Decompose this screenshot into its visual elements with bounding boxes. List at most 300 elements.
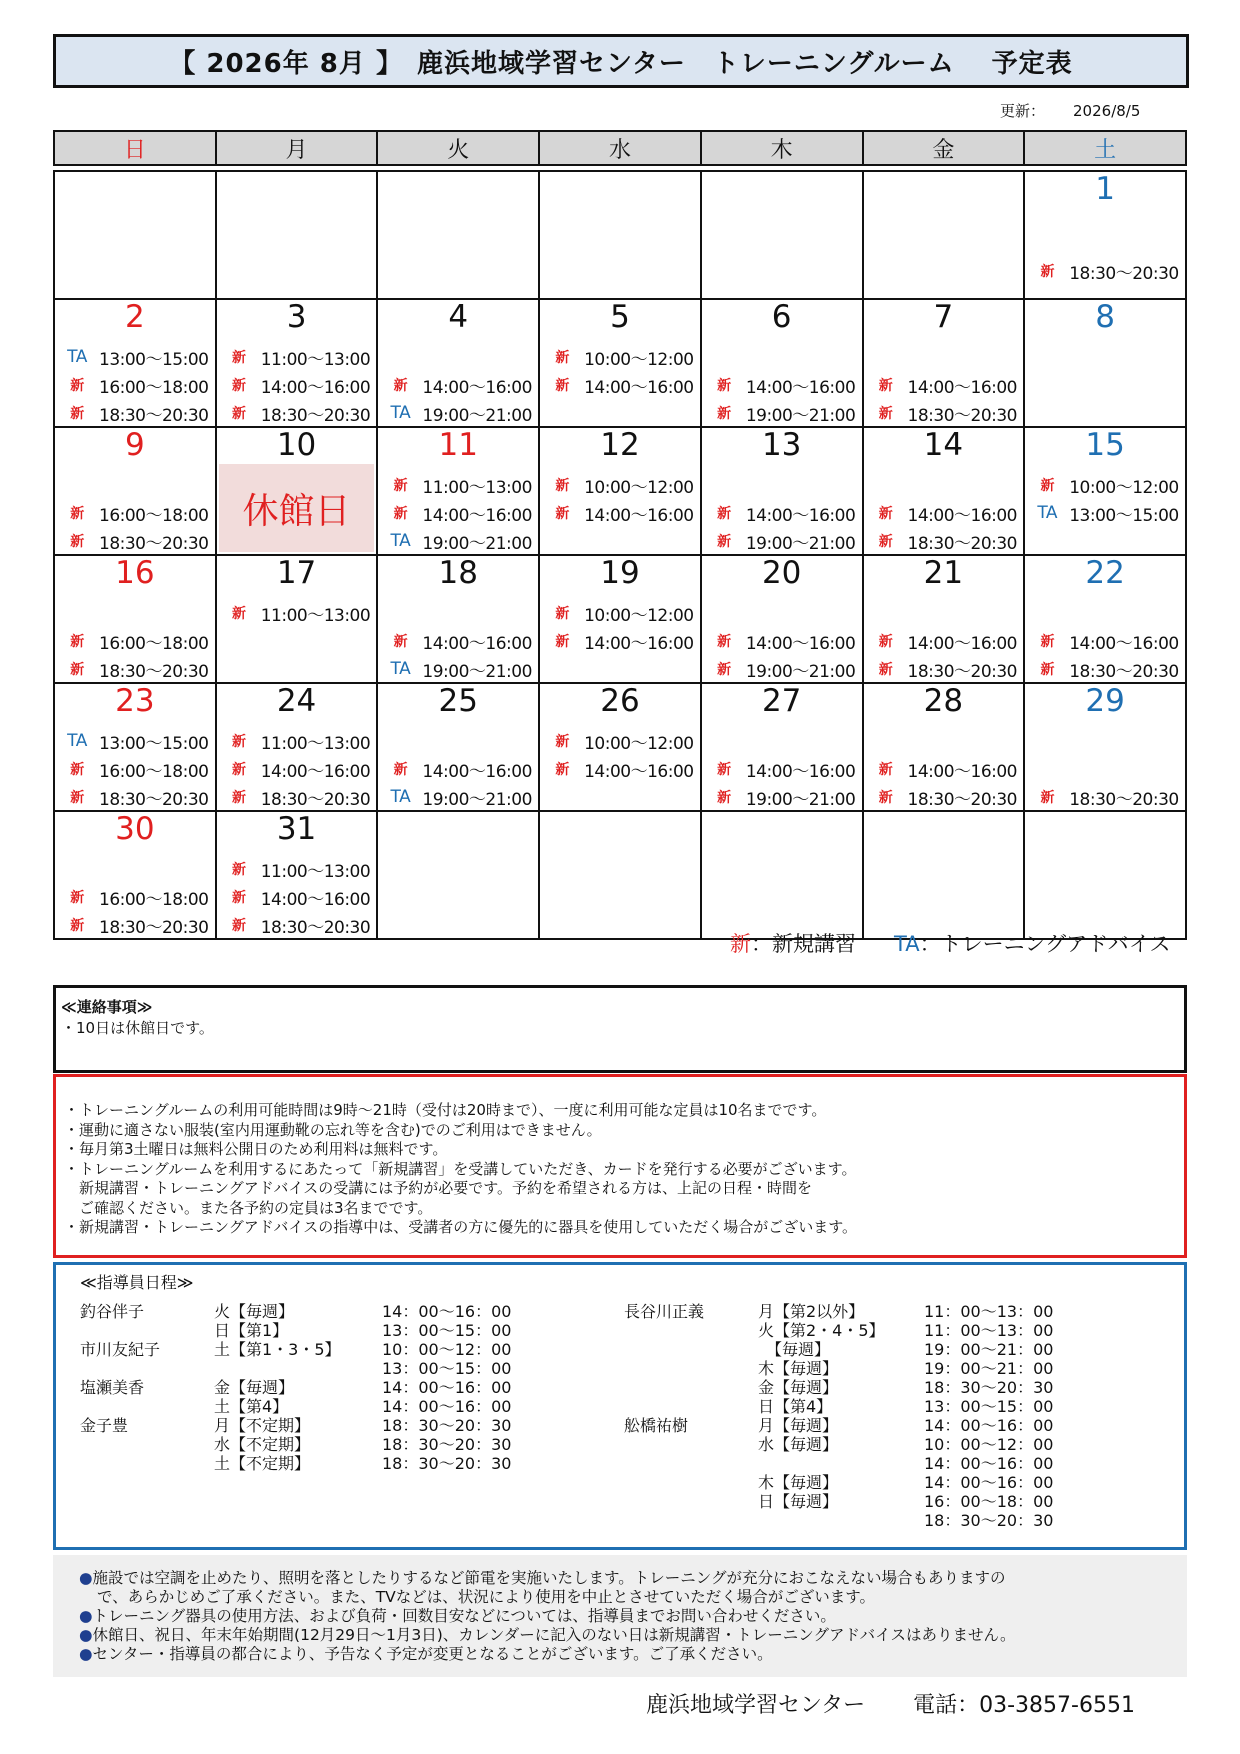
slot-time: 14:00～16:00 [907,377,1017,398]
slot-time: 19:00～21:00 [745,661,856,682]
staff-day: 月【第2以外】 [758,1302,865,1321]
staff-day: 【毎週】 [758,1340,831,1359]
shin-tag: 新 [555,378,569,394]
shin-tag: 新 [878,634,893,650]
schedule-slot [702,398,862,428]
calendar-day-cell [863,299,1025,427]
shin-tag: 新 [70,534,84,550]
schedule-slot [540,726,700,756]
ta-tag: TA [390,787,411,807]
slot-time: 16:00～18:00 [99,761,209,782]
shin-tag: 新 [231,606,246,622]
day-number: 21 [923,555,964,591]
calendar-day-cell [701,427,863,555]
page-title: 【 2026年 8月 】 鹿浜地域学習センター トレーニングルーム 予定表 [53,34,1189,88]
schedule-slot [1025,654,1185,684]
schedule-slot [55,526,215,556]
calendar-day-cell [863,171,1025,299]
schedule-slot [864,754,1024,784]
notice-title: ≪連絡事項≫ [61,998,153,1016]
schedule-slot [55,654,215,684]
staff-time: 14：00～16：00 [382,1378,512,1397]
staff-time: 18：30～20：30 [924,1378,1054,1397]
day-number: 7 [933,299,954,335]
rules-box [53,1074,1187,1258]
staff-time: 11：00～13：00 [924,1321,1054,1340]
day-number [864,812,1024,846]
day-number: 27 [761,683,802,719]
schedule-slot [540,470,700,500]
slot-time: 16:00～18:00 [99,633,209,654]
bullet-icon: ● [79,1569,93,1587]
shin-tag: 新 [231,762,246,778]
schedule-slot [864,398,1024,428]
calendar-day-cell [539,683,701,811]
day-number [378,812,538,846]
rule-line: ご確認ください。また各予約の定員は3名までです。 [64,1198,433,1217]
schedule-slot [540,498,700,528]
rule-line: ・毎月第3土曜日は無料公開日のため利用料は無料です。 [64,1140,448,1158]
staff-day: 木【毎週】 [758,1473,839,1492]
staff-name [80,1321,160,1340]
staff-left-days [214,1302,341,1473]
shin-tag: 新 [70,406,84,422]
shin-tag: 新 [231,918,246,934]
slot-time: 14:00～16:00 [745,761,856,782]
day-number: 11 [438,427,478,463]
slot-time: 18:30～20:30 [99,533,209,554]
shin-tag: 新 [555,478,569,494]
calendar-day-cell [216,171,378,299]
calendar-day-cell [377,555,539,683]
schedule-slot [217,398,377,428]
day-number: 22 [1085,555,1125,591]
staff-name: 市川友紀子 [80,1340,161,1359]
staff-right-times [924,1302,1053,1530]
staff-name [624,1340,704,1359]
staff-day [758,1454,885,1473]
schedule-slot [540,370,700,400]
calendar-week-row [54,171,1186,299]
slot-time: 18:30～20:30 [907,789,1017,810]
staff-day: 火【毎週】 [214,1302,295,1321]
footer-note [79,1607,1187,1626]
shin-tag: 新 [70,662,84,678]
bullet-icon: ● [79,1626,93,1644]
weekday-header-mon: 月 [216,131,378,165]
schedule-slot [55,398,215,428]
day-number: 1 [1095,171,1115,207]
schedule-slot [864,626,1024,656]
staff-day: 月【不定期】 [214,1416,311,1435]
schedule-slot [217,910,377,940]
calendar-week-row [54,555,1186,683]
calendar-day-cell [701,811,863,939]
slot-time: 18:30～20:30 [907,661,1017,682]
day-number [217,172,377,206]
rule-line: ・トレーニングルームを利用するにあたって「新規講習」を受講していただき、カードを発行する必要がございます。 [64,1159,857,1178]
shin-tag: 新 [231,406,246,422]
legend-shin-text: ：新規講習 [751,932,856,956]
schedule-slot [702,498,862,528]
shin-tag: 新 [70,890,84,906]
calendar-day-cell [701,555,863,683]
shin-tag: 新 [393,634,408,650]
slot-time: 14:00～16:00 [422,633,532,654]
schedule-slot [55,370,215,400]
schedule-slot [55,782,215,812]
staff-day: 水【毎週】 [758,1435,839,1454]
slot-time: 13:00～15:00 [99,733,209,754]
calendar-week-row [54,811,1186,939]
day-number [55,172,215,206]
footer-note-text: 休館日、祝日、年末年始期間(12月29日～1月3日)、カレンダーに記入のない日は新規講習・トレーニングアドバイスはありません。 [92,1626,1016,1644]
day-number: 28 [923,683,964,719]
slot-time: 16:00～18:00 [99,505,209,526]
calendar-day-cell [216,811,378,939]
bullet-icon: ● [79,1607,93,1625]
calendar-day-cell [216,427,378,555]
calendar-day-cell [54,811,216,939]
staff-title: ≪指導員日程≫ [80,1273,194,1292]
staff-schedule-box [53,1262,1187,1550]
staff-day: 土【不定期】 [214,1454,311,1473]
schedule-slot [864,370,1024,400]
shin-tag: 新 [717,534,731,550]
day-number: 18 [438,555,478,591]
slot-time: 19:00～21:00 [745,405,856,426]
slot-time: 14:00～16:00 [1069,633,1179,654]
staff-name: 塩瀬美香 [80,1378,145,1397]
notice-line: ・10日は休館日です。 [61,1019,214,1037]
closed-day-label: 休館日 [219,464,375,552]
slot-time: 18:30～20:30 [260,405,371,426]
calendar-day-cell [701,299,863,427]
shin-tag: 新 [70,634,84,650]
staff-time: 18：30～20：30 [382,1435,512,1454]
weekday-header-sat: 土 [1024,131,1186,165]
legend [730,928,1171,958]
day-number [1025,812,1185,846]
staff-time: 13：00～15：00 [924,1397,1054,1416]
schedule-slot [864,526,1024,556]
calendar-day-cell [1024,171,1186,299]
staff-day: 土【第4】 [214,1397,289,1416]
calendar-day-cell [54,555,216,683]
staff-time: 19：00～21：00 [924,1340,1054,1359]
ta-tag: TA [67,347,87,367]
shin-tag: 新 [393,762,408,778]
schedule-slot [702,370,862,400]
slot-time: 19:00～21:00 [422,661,532,682]
staff-name: 舩橋祐樹 [624,1416,689,1435]
calendar-day-cell [701,683,863,811]
day-number: 23 [115,683,155,719]
slot-time: 14:00～16:00 [584,633,694,654]
schedule-slot [702,654,862,684]
calendar-body [54,171,1186,939]
legend-shin-key: 新 [730,932,751,956]
staff-day: 木【毎週】 [758,1359,839,1378]
calendar-day-cell [863,427,1025,555]
shin-tag: 新 [1040,634,1054,650]
schedule-slot [217,782,377,812]
updated-value: 2026/8/5 [1073,102,1141,120]
shin-tag: 新 [555,734,569,750]
staff-name [624,1511,704,1530]
schedule-slot [217,598,377,628]
schedule-slot [378,398,538,428]
schedule-slot [55,626,215,656]
staff-name: 釣谷伴子 [80,1302,145,1321]
slot-time: 14:00～16:00 [422,505,532,526]
slot-time: 18:30～20:30 [99,661,209,682]
day-number [540,812,700,846]
day-number: 31 [276,811,317,847]
shin-tag: 新 [717,406,731,422]
shin-tag: 新 [555,350,569,366]
calendar-day-cell [1024,811,1186,939]
staff-day: 月【毎週】 [758,1416,839,1435]
staff-time: 16：00～18：00 [924,1492,1054,1511]
bullet-icon: ● [79,1645,93,1663]
schedule-slot [217,882,377,912]
schedule-slot [540,342,700,372]
schedule-slot [540,754,700,784]
slot-time: 10:00～12:00 [584,733,694,754]
day-number: 20 [761,555,802,591]
schedule-slot [378,370,538,400]
day-number [540,172,700,206]
slot-time: 14:00～16:00 [584,377,694,398]
staff-time: 10：00～12：00 [382,1340,512,1359]
day-number: 3 [286,299,307,335]
day-number: 5 [610,299,630,335]
schedule-slot [217,854,377,884]
slot-time: 10:00～12:00 [584,349,694,370]
center-name: 鹿浜地域学習センター [646,1693,866,1718]
slot-time: 14:00～16:00 [260,761,371,782]
footer-note-text: 施設では空調を止めたり、照明を落としたりするなど節電を実施いたします。トレーニングが充分におこなえない場合もありますの [92,1569,1006,1587]
shin-tag: 新 [717,790,731,806]
shin-tag: 新 [878,762,893,778]
center-phone: 電話：03-3857-6551 [913,1693,1135,1718]
day-number [864,172,1024,206]
calendar-day-cell [54,427,216,555]
shin-tag: 新 [70,378,84,394]
shin-tag: 新 [878,506,893,522]
calendar-day-cell [377,683,539,811]
day-number: 30 [115,811,155,847]
schedule-slot [378,782,538,812]
shin-tag: 新 [70,918,84,934]
footer-note-text: で、あらかじめご了承ください。また、TVなどは、状況により使用を中止とさせていただく場合がございます。 [97,1588,876,1606]
calendar-day-cell [377,299,539,427]
calendar-table [53,130,1187,940]
weekday-header-tue: 火 [377,131,539,165]
day-number: 15 [1085,427,1125,463]
shin-tag: 新 [717,506,731,522]
schedule-slot [864,782,1024,812]
calendar-day-cell [539,427,701,555]
staff-day: 日【第4】 [758,1397,833,1416]
shin-tag: 新 [717,662,731,678]
slot-time: 19:00～21:00 [422,789,532,810]
calendar-day-cell [54,299,216,427]
staff-name [624,1473,704,1492]
calendar-day-cell [539,171,701,299]
day-number: 25 [438,683,478,719]
staff-right-days [758,1302,885,1530]
shin-tag: 新 [878,406,893,422]
rule-line: ・トレーニングルームの利用可能時間は9時～21時（受付は20時まで）、一度に利用可能な定員は10名までです。 [64,1101,827,1119]
staff-time: 14：00～16：00 [924,1416,1054,1435]
shin-tag: 新 [393,378,408,394]
day-number: 2 [124,299,145,335]
schedule-slot [55,726,215,756]
slot-time: 11:00～13:00 [260,605,371,626]
footer-note-text: センター・指導員の都合により、予告なく予定が変更となることがございます。ご了承ください。 [92,1645,773,1663]
day-number: 6 [771,299,792,335]
ta-tag: TA [390,403,411,423]
day-number: 17 [276,555,317,591]
calendar-day-cell [539,555,701,683]
updated-date [1000,100,1140,121]
staff-day: 火【第2・4・5】 [758,1321,885,1340]
staff-day: 金【毎週】 [758,1378,839,1397]
slot-time: 10:00～12:00 [584,477,694,498]
calendar-day-cell [539,299,701,427]
staff-day: 日【第1】 [214,1321,289,1340]
footer-notes [53,1555,1187,1677]
slot-time: 18:30～20:30 [99,917,209,938]
staff-name [624,1378,704,1397]
day-number: 9 [124,427,145,463]
slot-time: 19:00～21:00 [745,789,856,810]
schedule-slot [1025,782,1185,812]
calendar-week-row [54,299,1186,427]
staff-name [624,1454,704,1473]
notice-box [53,985,1187,1073]
calendar-day-cell [1024,555,1186,683]
slot-time: 18:30～20:30 [1069,661,1179,682]
staff-time: 14：00～16：00 [924,1454,1054,1473]
schedule-slot [378,654,538,684]
staff-day: 水【不定期】 [214,1435,311,1454]
shin-tag: 新 [231,790,246,806]
slot-time: 11:00～13:00 [260,861,371,882]
calendar-day-cell [377,427,539,555]
rule-line: 新規講習・トレーニングアドバイスの受講には予約が必要です。予約を希望される方は、上記の日程・時間を [64,1179,813,1197]
footer-note [79,1569,1187,1588]
weekday-header-fri: 金 [863,131,1025,165]
day-number [378,172,538,206]
slot-time: 18:30～20:30 [907,405,1017,426]
schedule-slot [702,526,862,556]
schedule-slot [1025,256,1185,286]
staff-name: 金子豊 [80,1416,129,1435]
staff-time: 18：30～20：30 [924,1511,1054,1530]
slot-time: 10:00～12:00 [584,605,694,626]
center-contact [646,1688,1135,1719]
shin-tag: 新 [878,790,893,806]
calendar-day-cell [216,683,378,811]
staff-name [624,1435,704,1454]
day-number: 26 [600,683,640,719]
staff-day [214,1359,341,1378]
shin-tag: 新 [717,634,731,650]
day-number [702,812,862,846]
slot-time: 14:00～16:00 [584,761,694,782]
updated-label: 更新： [1000,102,1046,120]
slot-time: 18:30～20:30 [1069,789,1179,810]
day-number: 19 [600,555,640,591]
shin-tag: 新 [555,762,569,778]
shin-tag: 新 [878,378,893,394]
slot-time: 14:00～16:00 [422,377,532,398]
schedule-slot [1025,498,1185,528]
staff-day: 土【第1・3・5】 [214,1340,341,1359]
schedule-slot [864,498,1024,528]
slot-time: 13:00～15:00 [1069,505,1179,526]
staff-time: 14：00～16：00 [382,1397,512,1416]
day-number: 10 [276,427,317,463]
staff-name [624,1492,704,1511]
calendar-week-row [54,427,1186,555]
footer-note-text: トレーニング器具の使用方法、および負荷・回数目安などについては、指導員までお問い合わせください。 [92,1607,836,1625]
schedule-slot [864,654,1024,684]
shin-tag: 新 [878,534,893,550]
slot-time: 14:00～16:00 [422,761,532,782]
schedule-slot [702,754,862,784]
shin-tag: 新 [70,506,84,522]
staff-time: 10：00～12：00 [924,1435,1054,1454]
slot-time: 18:30～20:30 [1069,263,1179,284]
footer-note [79,1626,1187,1645]
day-number: 24 [276,683,317,719]
legend-ta-text: ：トレーニングアドバイス [919,932,1171,956]
day-number: 14 [923,427,964,463]
staff-name [80,1397,160,1416]
slot-time: 11:00～13:00 [260,349,371,370]
staff-time: 14：00～16：00 [924,1473,1054,1492]
slot-time: 14:00～16:00 [745,505,856,526]
shin-tag: 新 [555,606,569,622]
slot-time: 14:00～16:00 [907,505,1017,526]
calendar-day-cell [1024,299,1186,427]
shin-tag: 新 [393,506,408,522]
calendar-day-cell [54,171,216,299]
footer-note [79,1588,1187,1607]
shin-tag: 新 [717,378,731,394]
slot-time: 14:00～16:00 [745,633,856,654]
calendar-day-cell [216,555,378,683]
shin-tag: 新 [555,506,569,522]
schedule-slot [55,910,215,940]
staff-time: 19：00～21：00 [924,1359,1054,1378]
schedule-slot [217,370,377,400]
weekday-header-thu: 木 [701,131,863,165]
slot-time: 19:00～21:00 [745,533,856,554]
schedule-slot [540,626,700,656]
shin-tag: 新 [231,350,246,366]
slot-time: 18:30～20:30 [907,533,1017,554]
staff-time: 18：30～20：30 [382,1416,512,1435]
day-number: 16 [115,555,155,591]
schedule-slot [702,626,862,656]
shin-tag: 新 [231,890,246,906]
slot-time: 14:00～16:00 [907,761,1017,782]
